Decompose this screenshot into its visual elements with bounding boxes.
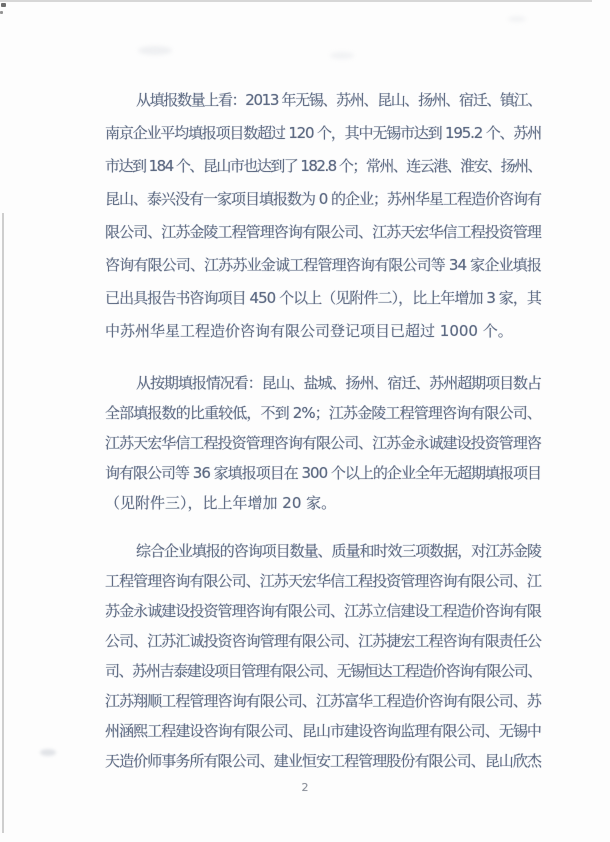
text-line: 苏金永诚建设投资管理咨询有限公司、江苏立信建设工程造价咨询有限 <box>105 602 541 620</box>
text-line: 司、苏州吉泰建设项目管理有限公司、无锡恒达工程造价咨询有限公司、 <box>105 662 541 680</box>
page-number: 2 <box>301 781 309 794</box>
text-line: 公司、江苏汇诚投资咨询管理有限公司、江苏捷宏工程咨询有限责任公 <box>105 632 541 650</box>
scan-speck <box>1 3 6 7</box>
scan-smudge <box>40 749 56 756</box>
text-line: 从按期填报情况看：昆山、盐城、扬州、宿迁、苏州超期项目数占 <box>136 374 541 392</box>
scan-edge-top-line <box>0 0 592 2</box>
text-line: 从填报数量上看：2013 年无锡、苏州、昆山、扬州、宿迁、镇江、 <box>136 91 541 109</box>
text-line: 昆山、泰兴没有一家项目填报数为 0 的企业；苏州华星工程造价咨询有 <box>105 190 541 208</box>
text-line: 市达到 184 个、昆山市也达到了 182.8 个；常州、连云港、淮安、扬州、 <box>105 157 541 175</box>
text-line: 江苏天宏华信工程投资管理咨询有限公司、江苏金永诚建设投资管理咨 <box>105 434 541 452</box>
text-line: 询有限公司等 36 家填报项目在 300 个以上的企业全年无超期填报项目 <box>105 464 541 482</box>
text-line: 南京企业平均填报项目数超过 120 个，其中无锡市达到 195.2 个、苏州 <box>105 124 541 142</box>
paragraph-comprehensive-data <box>105 536 541 776</box>
text-line: 江苏翔顺工程管理咨询有限公司、江苏富华工程造价咨询有限公司、苏 <box>105 692 541 710</box>
paragraph-on-time-filing <box>105 368 541 518</box>
text-line: 综合企业填报的咨询项目数量、质量和时效三项数据，对江苏金陵 <box>136 542 541 560</box>
scan-smudge <box>138 46 172 55</box>
text-line: 咨询有限公司、江苏苏业金诚工程管理咨询有限公司等 34 家企业填报 <box>105 256 541 274</box>
scan-smudge <box>330 52 354 59</box>
text-line: 已出具报告书咨询项目 450 个以上（见附件二），比上年增加 3 家，其 <box>105 289 541 307</box>
scan-smudge <box>508 16 526 22</box>
text-line: 天造价师事务所有限公司、建业恒安工程管理股份有限公司、昆山欣杰 <box>105 752 541 770</box>
text-line: 州涵熙工程建设咨询有限公司、昆山市建设咨询监理有限公司、无锡中 <box>105 722 541 740</box>
paragraph-filing-quantity <box>105 84 541 348</box>
text-line: 中苏州华星工程造价咨询有限公司登记项目已超过 1000 个。 <box>105 322 513 340</box>
scan-speck <box>0 11 3 14</box>
text-line: （见附件三），比上年增加 20 家。 <box>105 494 337 512</box>
text-line: 工程管理咨询有限公司、江苏天宏华信工程投资管理咨询有限公司、江 <box>105 572 541 590</box>
scan-edge-left-line <box>2 213 4 833</box>
text-line: 限公司、江苏金陵工程管理咨询有限公司、江苏天宏华信工程投资管理 <box>105 223 541 241</box>
text-line: 全部填报数的比重较低，不到 2%；江苏金陵工程管理咨询有限公司、 <box>105 404 541 422</box>
